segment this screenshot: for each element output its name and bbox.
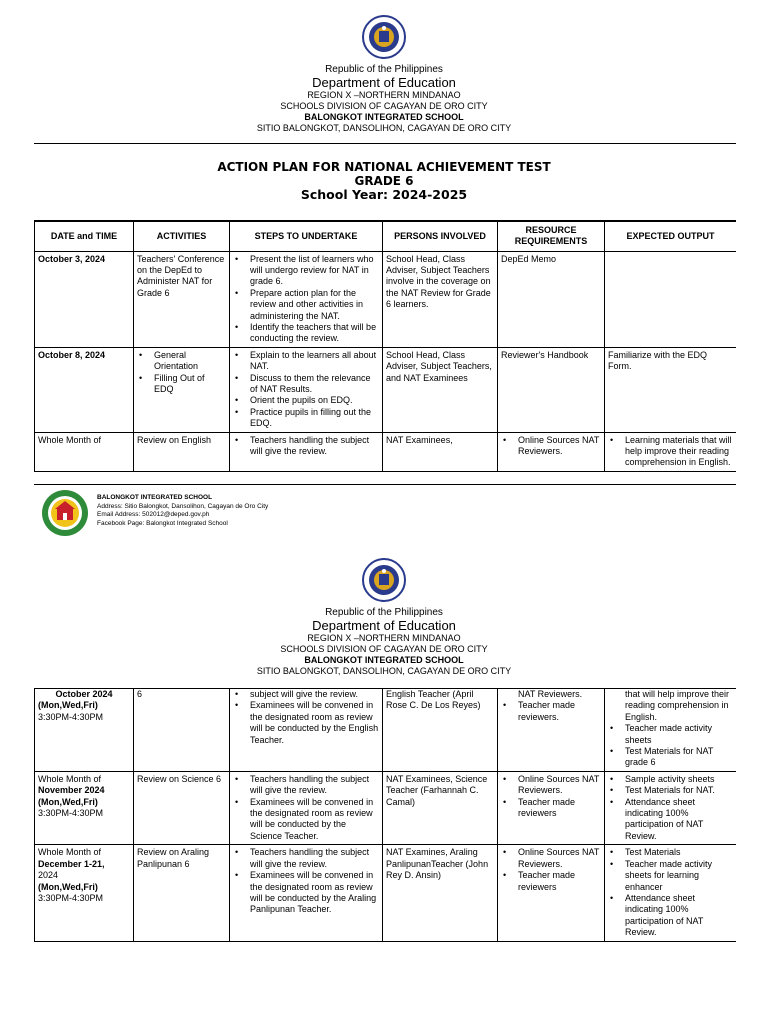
row5-time: 3:30PM-4:30PM — [38, 892, 104, 903]
list-item: • Teachers handling the subject will give the review. — [233, 847, 379, 870]
footer-divider — [34, 484, 736, 485]
footer-school: BALONGKOT INTEGRATED SCHOOL — [97, 494, 213, 501]
row4-date — [35, 771, 134, 844]
school-line: BALONGKOT INTEGRATED SCHOOL — [304, 655, 464, 665]
school-line: BALONGKOT INTEGRATED SCHOOL — [304, 112, 464, 122]
row3-output-partial — [605, 432, 737, 471]
row2-activities — [134, 347, 230, 432]
table-row — [35, 771, 737, 844]
list-item: • Filling Out of EDQ — [137, 373, 226, 396]
row5-activity: Review on Araling Panlipunan 6 — [134, 845, 230, 941]
list-item: • Examinees will be convened in the designated room as review will be conducted by the English Teacher. — [233, 700, 379, 746]
col-header-output: EXPECTED OUTPUT — [605, 221, 737, 251]
page2-header — [0, 557, 768, 677]
region-line: REGION X –NORTHERN MINDANAO — [307, 90, 461, 100]
page1-header — [0, 14, 768, 134]
list-item: • Test Materials for NAT grade 6 — [608, 746, 733, 769]
row3-days: (Mon,Wed,Fri) — [38, 700, 98, 711]
row4-activity: Review on Science 6 — [134, 771, 230, 844]
title-line1: ACTION PLAN FOR NATIONAL ACHIEVEMENT TEST — [217, 160, 551, 174]
title-line3: School Year: 2024-2025 — [300, 187, 468, 202]
list-item: • Learning materials that will help improve their reading comprehension in English. — [608, 435, 733, 469]
footer-facebook: Facebook Page: Balongkot Integrated School — [97, 519, 228, 527]
row2-resources: Reviewer's Handbook — [498, 347, 605, 432]
list-item: • Identify the teachers that will be conducting the review. — [233, 322, 379, 345]
list-item: • Test Materials — [608, 847, 733, 858]
row1-steps — [230, 251, 383, 347]
list-item: • Examinees will be convened in the designated room as review will be conducted by the Science Teacher. — [233, 797, 379, 843]
list-item: • Orient the pupils on EDQ. — [233, 395, 379, 406]
document-title — [0, 160, 768, 202]
row3-step1-tail: subject will give the review. — [250, 689, 359, 699]
list-item: • Teacher made reviewers. — [501, 700, 601, 723]
department-line: Department of Education — [312, 618, 456, 633]
row3-activity-partial: Review on English — [134, 432, 230, 471]
row5-days: (Mon,Wed,Fri) — [38, 881, 98, 892]
row5-date — [35, 845, 134, 941]
row3-resources-partial — [498, 432, 605, 471]
list-item: • Online Sources NAT Reviewers. — [501, 774, 601, 797]
list-item: • Teacher made activity sheets — [608, 723, 733, 746]
list-item: • Sample activity sheets — [608, 774, 733, 785]
table-row — [35, 251, 737, 347]
list-item: • Teacher made reviewers — [501, 870, 601, 893]
table-header-row — [35, 221, 737, 251]
row3-persons-partial: NAT Examinees, — [383, 432, 498, 471]
row4-time: 3:30PM-4:30PM — [38, 808, 104, 819]
list-item: • Test Materials for NAT. — [608, 785, 733, 796]
col-header-date: DATE and TIME — [35, 221, 134, 251]
row4-days: (Mon,Wed,Fri) — [38, 796, 98, 807]
row1-persons: School Head, Class Adviser, Subject Teachers involve in the coverage on the NAT Review for Grade 6 learners. — [383, 251, 498, 347]
row3-date-month: October 2024 — [55, 689, 113, 699]
table-row — [35, 347, 737, 432]
list-item: • Attendance sheet indicating 100% participation of NAT Review. — [608, 893, 733, 939]
row4-date-prefix: Whole Month of — [38, 773, 102, 784]
list-item: • Examinees will be convened in the designated room as review will be conducted by the Araling Panlipunan Teacher. — [233, 870, 379, 916]
school-footer — [40, 488, 440, 538]
footer-address: Address: Sitio Balongkot, Dansolihon, Cagayan de Oro City — [97, 502, 269, 510]
col-header-activities: ACTIVITIES — [134, 221, 230, 251]
republic-line: Republic of the Philippines — [325, 64, 443, 75]
row3-output1-tail: that will help improve their reading comprehension in English. — [625, 689, 730, 722]
list-item: • Teachers handling the subject will give the review. — [233, 774, 379, 797]
table-row — [35, 845, 737, 941]
footer-email: Email Address: 502012@deped.gov.ph — [97, 511, 210, 518]
address-line: SITIO BALONGKOT, DANSOLIHON, CAGAYAN DE ORO CITY — [256, 123, 512, 133]
list-item: • Online Sources NAT Reviewers. — [501, 847, 601, 870]
list-item: • Teachers handling the subject will give the review. — [233, 435, 379, 458]
list-item: • Teacher made reviewers — [501, 797, 601, 820]
row3-steps-cont — [230, 689, 383, 772]
row4-persons: NAT Examinees, Science Teacher (Farhannah C. Camal) — [383, 771, 498, 844]
col-header-persons: PERSONS INVOLVED — [383, 221, 498, 251]
row2-persons: School Head, Class Adviser, Subject Teachers, and NAT Examinees — [383, 347, 498, 432]
address-line: SITIO BALONGKOT, DANSOLIHON, CAGAYAN DE ORO CITY — [256, 666, 512, 676]
list-item: • Explain to the learners all about NAT. — [233, 350, 379, 373]
deped-seal-icon — [358, 557, 410, 603]
row5-resources — [498, 845, 605, 941]
republic-line: Republic of the Philippines — [325, 607, 443, 618]
region-line: REGION X –NORTHERN MINDANAO — [307, 633, 461, 643]
header-divider — [34, 143, 736, 144]
row1-date: October 3, 2024 — [35, 251, 134, 347]
row3-output-cont — [605, 689, 737, 772]
row5-steps — [230, 845, 383, 941]
row5-date-month: December 1-21, — [38, 858, 105, 869]
row2-output: Familiarize with the EDQ Form. — [605, 347, 737, 432]
row3-date-partial: Whole Month of — [35, 432, 134, 471]
row5-persons: NAT Examines, Araling PanlipunanTeacher (John Rey D. Ansin) — [383, 845, 498, 941]
page2-table-clip — [34, 688, 736, 1000]
row3-date-cont — [35, 689, 134, 772]
row3-steps-partial — [230, 432, 383, 471]
row5-year: 2024 — [38, 870, 59, 881]
row4-steps — [230, 771, 383, 844]
list-item: • Teacher made activity sheets for learning enhancer — [608, 859, 733, 893]
row1-resources: DepEd Memo — [498, 251, 605, 347]
title-line2: GRADE 6 — [354, 174, 414, 188]
row3-time: 3:30PM-4:30PM — [38, 711, 104, 722]
row4-date-month: November 2024 — [38, 785, 105, 796]
row3-resource1-tail: NAT Reviewers. — [518, 689, 583, 699]
row3-activity-cont: 6 — [134, 689, 230, 772]
row1-activity: Teachers' Conference on the DepEd to Administer NAT for Grade 6 — [134, 251, 230, 347]
col-header-resources: RESOURCE REQUIREMENTS — [498, 221, 605, 251]
col-header-steps: STEPS TO UNDERTAKE — [230, 221, 383, 251]
school-logo-icon — [40, 488, 90, 538]
row4-resources — [498, 771, 605, 844]
page1-table-clip — [34, 220, 736, 476]
action-plan-table-page1 — [34, 220, 736, 472]
row2-date: October 8, 2024 — [35, 347, 134, 432]
division-line: SCHOOLS DIVISION OF CAGAYAN DE ORO CITY — [280, 101, 488, 111]
row2-steps — [230, 347, 383, 432]
list-item: • General Orientation — [137, 350, 226, 373]
list-item: • Practice pupils in filling out the EDQ. — [233, 407, 379, 430]
list-item: • Attendance sheet indicating 100% participation of NAT Review. — [608, 797, 733, 843]
department-line: Department of Education — [312, 75, 456, 90]
table-row — [35, 689, 737, 772]
list-item: • Discuss to them the relevance of NAT Results. — [233, 373, 379, 396]
list-item: • Online Sources NAT Reviewers. — [501, 435, 601, 458]
row5-output — [605, 845, 737, 941]
deped-seal-icon — [358, 14, 410, 60]
action-plan-table-page2 — [34, 688, 736, 942]
row3-resources-cont — [498, 689, 605, 772]
division-line: SCHOOLS DIVISION OF CAGAYAN DE ORO CITY — [280, 644, 488, 654]
row5-date-prefix: Whole Month of — [38, 847, 102, 858]
table-row — [35, 432, 737, 471]
list-item: • Present the list of learners who will undergo review for NAT in grade 6. — [233, 254, 379, 288]
row3-persons-cont: English Teacher (April Rose C. De Los Reyes) — [383, 689, 498, 772]
list-item — [233, 689, 379, 700]
row4-output — [605, 771, 737, 844]
list-item: • Prepare action plan for the review and other activities in administering the NAT. — [233, 288, 379, 322]
footer-info — [97, 494, 268, 528]
row1-output — [605, 251, 737, 347]
